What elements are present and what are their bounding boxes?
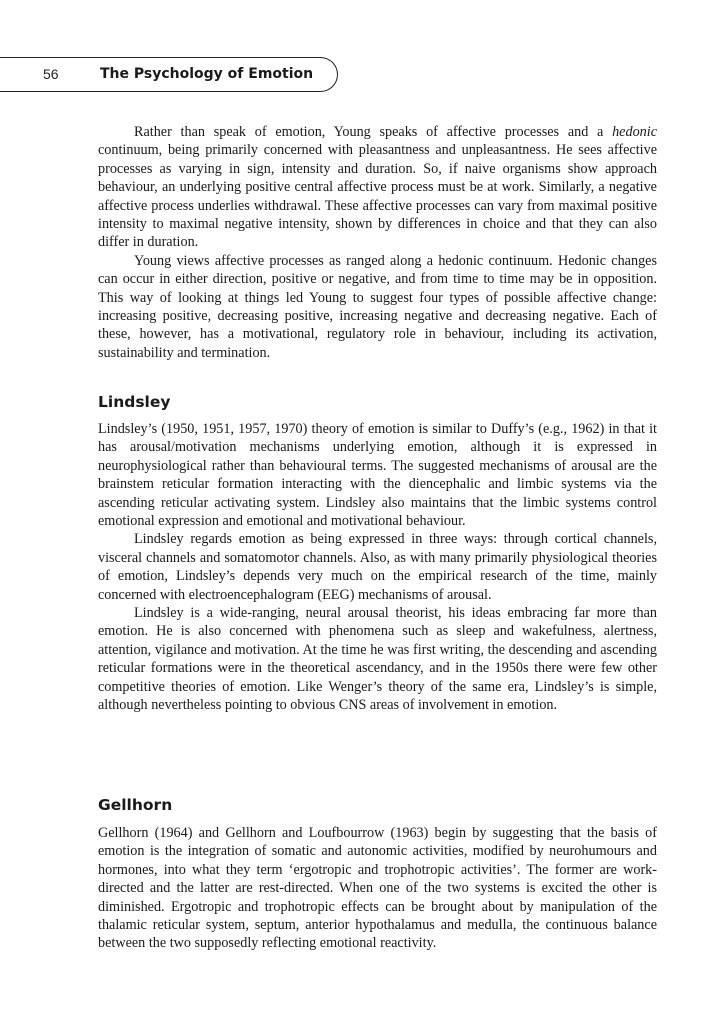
page-number: 56 <box>43 66 59 82</box>
gellhorn-section <box>98 824 657 953</box>
lindsley-paragraph-3: Lindsley is a wide-ranging, neural arousal theorist, his ideas embracing far more than emotion. He is also concerned with phenomena such as sleep and wakefulness, alertness, attention, vigilance and motivation. At the time he was first writing, the descending and ascending reticular formations were in the theoretical ascendancy, and in the 1950s there were few other competitive theories of emotion. Like Wenger’s theory of the same era, Lindsley’s is simple, although nevertheless pointing to obvious CNS areas of involvement in emotion. <box>98 605 657 714</box>
running-title: The Psychology of Emotion <box>100 66 314 82</box>
gellhorn-heading: Gellhorn <box>98 796 173 814</box>
hedonic-italic: hedonic <box>612 124 657 140</box>
young-section <box>98 123 657 362</box>
lindsley-heading: Lindsley <box>98 393 171 411</box>
lindsley-paragraph-2: Lindsley regards emotion as being expressed in three ways: through cortical channels, visceral channels and somatomotor channels. Also, as with many primarily physiological theories of emotion, Lindsley’s depends very much on the empirical research of the time, mainly concerned with electroencephalogram (EEG) mechanisms of arousal. <box>98 531 657 603</box>
young-paragraph-2: Young views affective processes as ranged along a hedonic continuum. Hedonic changes can occur in either direction, positive or negative, and from time to time may be in opposition. This way of looking at things led Young to suggest four types of possible affective change: increasing positive, decreasing positive, increasing negative and decreasing negative. Each of these, however, has a motivational, regulatory role in behaviour, including its activation, sustainability and termination. <box>98 252 657 361</box>
gellhorn-paragraph-1: Gellhorn (1964) and Gellhorn and Loufbourrow (1963) begin by suggesting that the basis of emotion is the integration of somatic and autonomic activities, modified by neurohumours and hormones, into what they term ‘ergotropic and trophotropic activities’. The former are work-directed and the latter are rest-directed. When one of the two systems is excited the other is diminished. Ergotropic and trophotropic effects can be brought about by manipulation of the thalamic reticular system, septum, anterior hypothalamus and medulla, the continuous balance between the two supposedly reflecting emotional reactivity. <box>98 825 657 952</box>
young-paragraph-1: Rather than speak of emotion, Young speaks of affective processes and a hedonic continuum, being primarily concerned with pleasantness and unpleasantness. He sees affective processes as varying in sign, intensity and duration. So, if naive organisms show approach behaviour, an underlying positive central affective process must be at work. Similarly, a negative affective process underlies withdrawal. These affective processes can vary from maximal positive intensity to maximal negative intensity, shown by differences in choice and that they can also differ in duration. <box>98 124 657 251</box>
lindsley-paragraph-1: Lindsley’s (1950, 1951, 1957, 1970) theory of emotion is similar to Duffy’s (e.g., 1962) in that it has arousal/motivation mechanisms underlying emotion, although it is expressed in neurophysiological rather than behavioural terms. The suggested mechanisms of arousal are the brainstem reticular formation interacting with the diencephalic and limbic systems via the ascending reticular activating system. Lindsley also maintains that the limbic systems control emotional expression and emotional and motivational behaviour. <box>98 421 657 530</box>
lindsley-section <box>98 420 657 715</box>
